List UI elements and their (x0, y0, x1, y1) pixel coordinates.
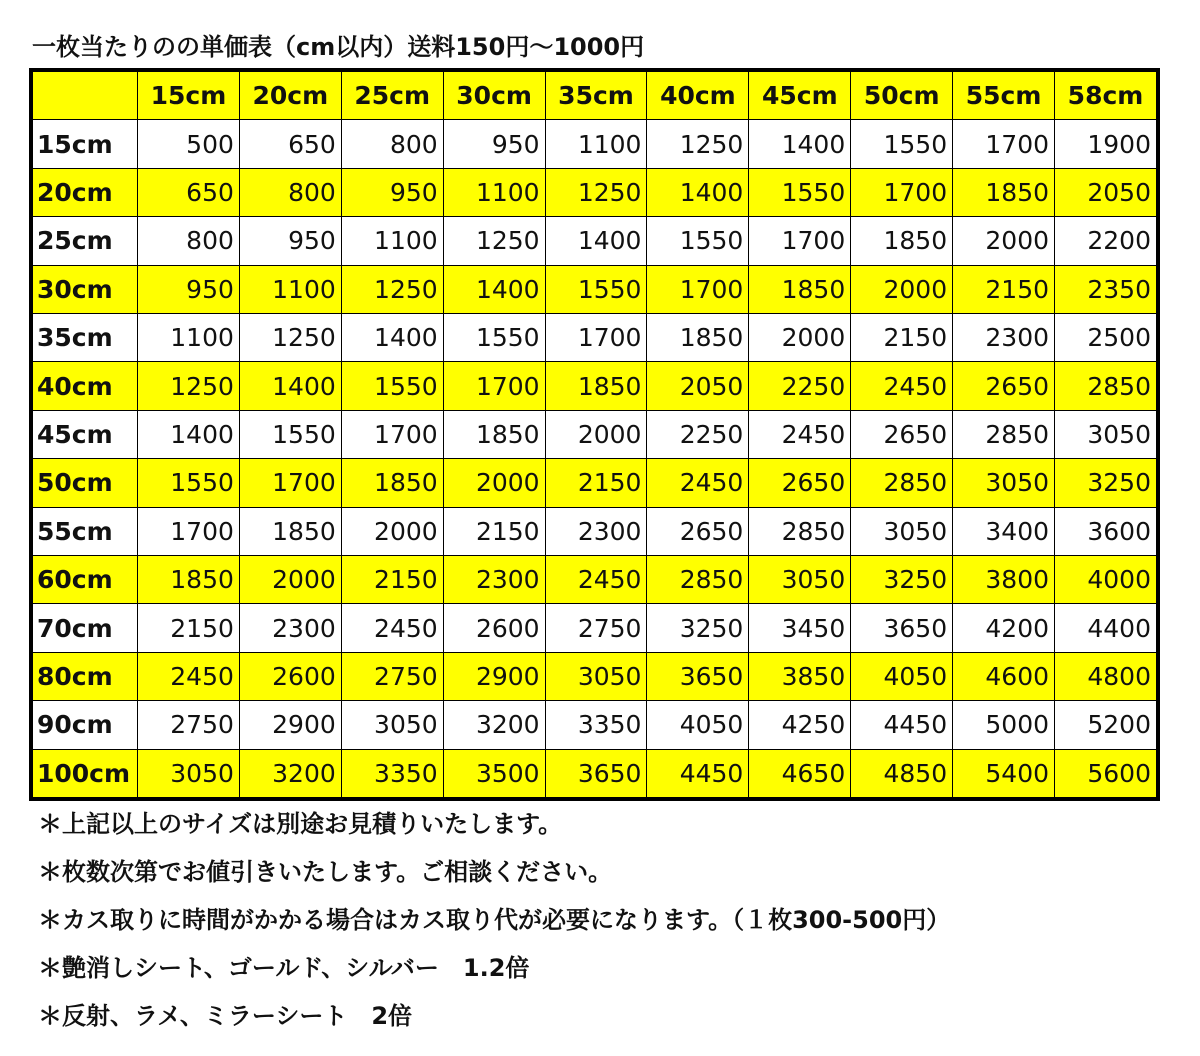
price-cell: 1250 (138, 362, 240, 410)
price-cell: 1700 (239, 459, 341, 507)
column-header: 15cm (138, 72, 240, 120)
price-cell: 1900 (1055, 120, 1157, 168)
price-cell: 2750 (138, 701, 240, 749)
header-row (33, 72, 1157, 120)
price-cell: 3200 (443, 701, 545, 749)
price-cell: 4200 (953, 604, 1055, 652)
row-header: 60cm (33, 555, 138, 603)
price-cell: 1400 (647, 168, 749, 216)
price-cell: 1250 (239, 313, 341, 361)
table-row (33, 459, 1157, 507)
row-header: 50cm (33, 459, 138, 507)
price-cell: 5400 (953, 749, 1055, 797)
price-cell: 1850 (239, 507, 341, 555)
price-cell: 1700 (443, 362, 545, 410)
price-cell: 5200 (1055, 701, 1157, 749)
row-header: 20cm (33, 168, 138, 216)
column-header: 40cm (647, 72, 749, 120)
row-header: 40cm (33, 362, 138, 410)
row-header: 15cm (33, 120, 138, 168)
price-cell: 2650 (953, 362, 1055, 410)
price-cell: 650 (239, 120, 341, 168)
price-cell: 1700 (749, 217, 851, 265)
row-header: 90cm (33, 701, 138, 749)
row-header: 100cm (33, 749, 138, 797)
price-cell: 500 (138, 120, 240, 168)
price-cell: 4000 (1055, 555, 1157, 603)
price-cell: 3250 (851, 555, 953, 603)
table-row (33, 217, 1157, 265)
note-item: ＊カス取りに時間がかかる場合はカス取り代が必要になります。（１枚300-500円） (38, 906, 951, 934)
price-cell: 1850 (341, 459, 443, 507)
price-cell: 2300 (239, 604, 341, 652)
column-header: 55cm (953, 72, 1055, 120)
price-cell: 1850 (443, 410, 545, 458)
price-table (32, 71, 1157, 798)
price-cell: 3050 (545, 652, 647, 700)
price-cell: 1700 (851, 168, 953, 216)
column-header: 45cm (749, 72, 851, 120)
price-cell: 2650 (749, 459, 851, 507)
price-cell: 4650 (749, 749, 851, 797)
column-header: 35cm (545, 72, 647, 120)
price-cell: 2450 (749, 410, 851, 458)
table-row (33, 507, 1157, 555)
price-cell: 1100 (341, 217, 443, 265)
price-cell: 2150 (545, 459, 647, 507)
price-cell: 3500 (443, 749, 545, 797)
price-cell: 2850 (851, 459, 953, 507)
price-cell: 1250 (647, 120, 749, 168)
price-cell: 1700 (647, 265, 749, 313)
price-cell: 2450 (341, 604, 443, 652)
price-cell: 2900 (239, 701, 341, 749)
column-header: 25cm (341, 72, 443, 120)
price-cell: 2150 (953, 265, 1055, 313)
price-cell: 2150 (138, 604, 240, 652)
price-cell: 2150 (851, 313, 953, 361)
price-cell: 4050 (647, 701, 749, 749)
notes-list (38, 803, 1178, 1043)
price-cell: 2150 (443, 507, 545, 555)
price-cell: 2500 (1055, 313, 1157, 361)
price-cell: 1850 (749, 265, 851, 313)
price-cell: 3400 (953, 507, 1055, 555)
price-cell: 2250 (647, 410, 749, 458)
note-item: ＊枚数次第でお値引きいたします。ご相談ください。 (38, 858, 613, 886)
price-cell: 3200 (239, 749, 341, 797)
row-header: 80cm (33, 652, 138, 700)
price-cell: 3250 (1055, 459, 1157, 507)
corner-cell (33, 72, 138, 120)
page-title: 一枚当たりのの単価表（cm以内）送料150円～1000円 (32, 33, 645, 61)
price-cell: 1100 (545, 120, 647, 168)
price-table-container (29, 68, 1160, 801)
price-cell: 3850 (749, 652, 851, 700)
price-cell: 2000 (341, 507, 443, 555)
price-cell: 1550 (647, 217, 749, 265)
price-cell: 3800 (953, 555, 1055, 603)
price-cell: 1700 (341, 410, 443, 458)
table-row (33, 265, 1157, 313)
price-cell: 4600 (953, 652, 1055, 700)
price-cell: 2300 (953, 313, 1055, 361)
price-cell: 3600 (1055, 507, 1157, 555)
price-cell: 1100 (239, 265, 341, 313)
price-cell: 800 (341, 120, 443, 168)
price-cell: 2300 (443, 555, 545, 603)
price-cell: 2000 (953, 217, 1055, 265)
table-row (33, 749, 1157, 797)
price-cell: 3050 (1055, 410, 1157, 458)
price-cell: 4400 (1055, 604, 1157, 652)
price-cell: 3050 (138, 749, 240, 797)
price-cell: 4850 (851, 749, 953, 797)
price-cell: 1550 (851, 120, 953, 168)
price-cell: 1550 (545, 265, 647, 313)
price-cell: 1700 (545, 313, 647, 361)
price-cell: 1850 (851, 217, 953, 265)
row-header: 70cm (33, 604, 138, 652)
price-cell: 3050 (341, 701, 443, 749)
column-header: 58cm (1055, 72, 1157, 120)
price-cell: 2300 (545, 507, 647, 555)
price-cell: 1400 (341, 313, 443, 361)
price-cell: 1850 (138, 555, 240, 603)
price-cell: 4450 (851, 701, 953, 749)
price-cell: 2750 (341, 652, 443, 700)
price-cell: 3250 (647, 604, 749, 652)
price-cell: 1700 (953, 120, 1055, 168)
price-cell: 2650 (647, 507, 749, 555)
price-cell: 1400 (239, 362, 341, 410)
price-cell: 1550 (443, 313, 545, 361)
price-cell: 2600 (239, 652, 341, 700)
price-cell: 2000 (749, 313, 851, 361)
price-cell: 2000 (851, 265, 953, 313)
price-cell: 2650 (851, 410, 953, 458)
price-cell: 2450 (647, 459, 749, 507)
price-cell: 2000 (239, 555, 341, 603)
price-cell: 1100 (138, 313, 240, 361)
price-cell: 2450 (851, 362, 953, 410)
price-cell: 4800 (1055, 652, 1157, 700)
price-cell: 4250 (749, 701, 851, 749)
price-cell: 3650 (545, 749, 647, 797)
price-cell: 950 (138, 265, 240, 313)
note-item: ＊上記以上のサイズは別途お見積りいたします。 (38, 810, 563, 838)
price-cell: 3650 (851, 604, 953, 652)
price-cell: 950 (239, 217, 341, 265)
price-cell: 3350 (545, 701, 647, 749)
table-row (33, 701, 1157, 749)
price-cell: 1400 (443, 265, 545, 313)
price-cell: 2050 (647, 362, 749, 410)
price-cell: 1550 (138, 459, 240, 507)
table-row (33, 555, 1157, 603)
price-cell: 1850 (545, 362, 647, 410)
price-cell: 3650 (647, 652, 749, 700)
price-cell: 2850 (749, 507, 851, 555)
price-cell: 5000 (953, 701, 1055, 749)
price-cell: 2850 (953, 410, 1055, 458)
price-cell: 2450 (138, 652, 240, 700)
column-header: 20cm (239, 72, 341, 120)
price-cell: 1850 (647, 313, 749, 361)
price-cell: 1400 (545, 217, 647, 265)
row-header: 35cm (33, 313, 138, 361)
row-header: 25cm (33, 217, 138, 265)
table-row (33, 410, 1157, 458)
column-header: 50cm (851, 72, 953, 120)
price-cell: 1250 (443, 217, 545, 265)
price-cell: 1850 (953, 168, 1055, 216)
price-cell: 2050 (1055, 168, 1157, 216)
price-cell: 950 (443, 120, 545, 168)
price-cell: 1700 (138, 507, 240, 555)
note-item: ＊反射、ラメ、ミラーシート 2倍 (38, 1002, 413, 1030)
column-header: 30cm (443, 72, 545, 120)
table-row (33, 604, 1157, 652)
price-cell: 2600 (443, 604, 545, 652)
price-cell: 2250 (749, 362, 851, 410)
price-cell: 1400 (138, 410, 240, 458)
note-item: ＊艶消しシート、ゴールド、シルバー 1.2倍 (38, 954, 530, 982)
table-row (33, 120, 1157, 168)
price-cell: 1100 (443, 168, 545, 216)
table-body (33, 120, 1157, 798)
price-cell: 5600 (1055, 749, 1157, 797)
price-cell: 800 (239, 168, 341, 216)
price-cell: 650 (138, 168, 240, 216)
price-cell: 3050 (953, 459, 1055, 507)
price-cell: 4050 (851, 652, 953, 700)
price-cell: 950 (341, 168, 443, 216)
table-row (33, 362, 1157, 410)
price-cell: 3050 (749, 555, 851, 603)
price-cell: 2000 (545, 410, 647, 458)
price-cell: 2850 (1055, 362, 1157, 410)
price-cell: 2350 (1055, 265, 1157, 313)
price-cell: 4450 (647, 749, 749, 797)
price-cell: 2900 (443, 652, 545, 700)
row-header: 45cm (33, 410, 138, 458)
price-cell: 1550 (239, 410, 341, 458)
price-cell: 1550 (341, 362, 443, 410)
price-cell: 1400 (749, 120, 851, 168)
price-cell: 2750 (545, 604, 647, 652)
row-header: 30cm (33, 265, 138, 313)
price-cell: 1250 (341, 265, 443, 313)
price-cell: 3350 (341, 749, 443, 797)
row-header: 55cm (33, 507, 138, 555)
table-row (33, 168, 1157, 216)
price-cell: 1550 (749, 168, 851, 216)
table-row (33, 652, 1157, 700)
price-cell: 2000 (443, 459, 545, 507)
price-cell: 2850 (647, 555, 749, 603)
price-cell: 2450 (545, 555, 647, 603)
table-row (33, 313, 1157, 361)
price-cell: 2200 (1055, 217, 1157, 265)
price-cell: 2150 (341, 555, 443, 603)
price-cell: 3450 (749, 604, 851, 652)
price-cell: 3050 (851, 507, 953, 555)
price-cell: 800 (138, 217, 240, 265)
price-cell: 1250 (545, 168, 647, 216)
